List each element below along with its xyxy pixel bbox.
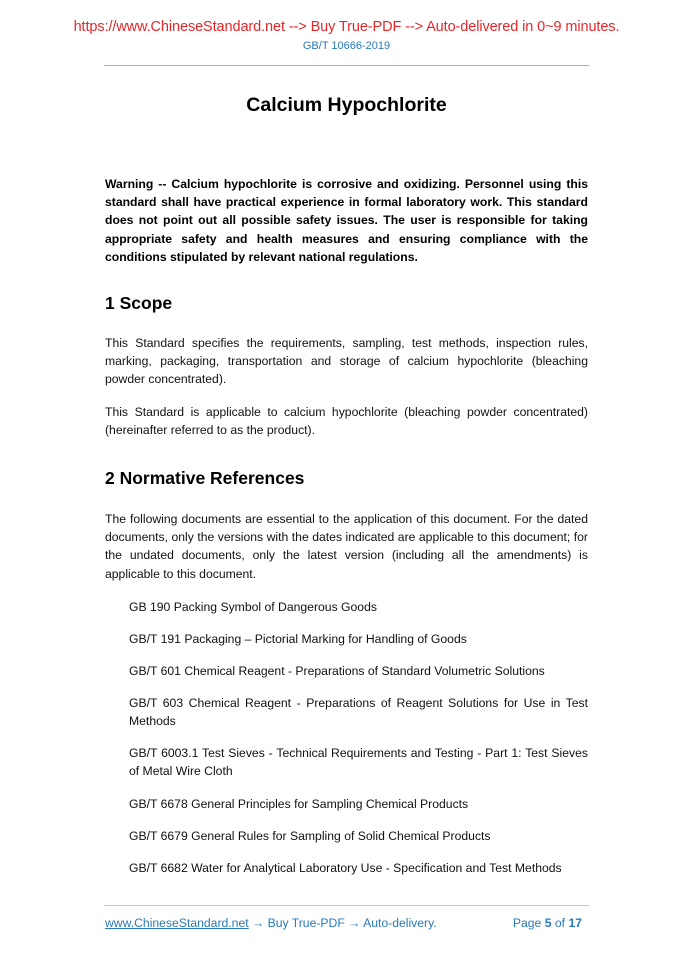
scope-paragraph-1: This Standard specifies the requirements, sampling, test methods, inspection rules, marking, packaging, transportation and storage of calcium hypochlorite (bleaching powder concentrated). [105,336,588,387]
page-of-label: of [554,916,566,930]
reference-item: GB/T 6679 General Rules for Sampling of Solid Chemical Products [129,829,491,843]
section-heading-normative-references: 2 Normative References [105,468,305,488]
reference-item: GB 190 Packing Symbol of Dangerous Goods [129,600,377,614]
reference-item: GB/T 601 Chemical Reagent - Preparations of Standard Volumetric Solutions [129,664,545,678]
footer-tagline: → Buy True-PDF → Auto-delivery. [248,916,437,930]
reference-item: GB/T 191 Packaging – Pictorial Marking for Handling of Goods [129,632,467,646]
reference-item: GB/T 6678 General Principles for Sampling Chemical Products [129,797,469,811]
page-current: 5 [544,916,552,930]
page-total: 17 [568,916,582,930]
warning-paragraph: Warning -- Calcium hypochlorite is corrosive and oxidizing. Personnel using this standard shall have practical experience in formal laboratory work. This standard does not point out all possible safety issues. The user is responsible for taking appropriate safety and health measures and ensuring compliance with the conditions stipulated by relevant national regulations. [105,177,588,264]
reference-item: GB/T 6003.1 Test Sieves - Technical Requirements and Testing - Part 1: Test Sieves of Metal Wire Cloth [129,746,588,779]
scope-paragraph-2: This Standard is applicable to calcium hypochlorite (bleaching powder concentrated) (hereinafter referred to as the product). [105,405,588,438]
footer-site-link[interactable]: www.ChineseStandard.net [105,916,249,930]
page-label: Page [512,916,542,930]
document-title: Calcium Hypochlorite [246,94,447,116]
standard-code: GB/T 10666-2019 [302,40,391,52]
footer-divider [104,905,589,906]
reference-item: GB/T 6682 Water for Analytical Laboratory Use - Specification and Test Methods [129,861,562,875]
top-banner[interactable]: https://www.ChineseStandard.net --> Buy True-PDF --> Auto-delivered in 0~9 minutes. [73,19,620,35]
page-number [513,916,582,930]
page-footer [105,916,588,930]
reference-item: GB/T 603 Chemical Reagent - Preparations of Reagent Solutions for Use in Test Methods [129,696,588,729]
section-heading-scope: 1 Scope [105,293,173,313]
normative-references-intro: The following documents are essential to the application of this document. For the dated documents, only the versions with the dates indicated are applicable to this document; for the undated documents, only the latest version (including all the amendments) is applicable to this document. [105,512,588,581]
header-divider [104,65,589,66]
